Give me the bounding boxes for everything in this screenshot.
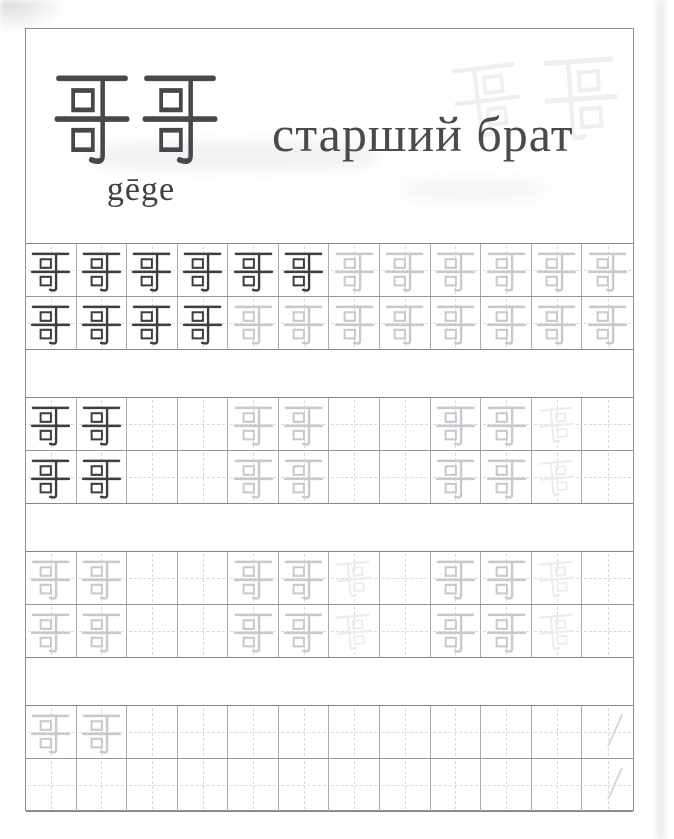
grid-cell-empty [178, 552, 229, 604]
practice-character [333, 301, 376, 346]
grid-cell-empty [532, 759, 583, 811]
practice-row [26, 605, 633, 657]
practice-character [80, 402, 123, 447]
practice-row [26, 706, 633, 759]
grid-cell-empty [380, 759, 431, 811]
practice-character [29, 248, 72, 293]
practice-block [26, 551, 633, 658]
grid-cell-light [380, 297, 431, 349]
practice-character [586, 248, 629, 293]
grid-cell-light [279, 451, 330, 503]
stray-mark [607, 714, 623, 747]
grid-cell-light [26, 552, 77, 604]
grid-cell-light [228, 552, 279, 604]
hanzi-glyph-2 [139, 65, 221, 167]
practice-character [282, 248, 325, 293]
practice-character [383, 301, 426, 346]
page-edge-shadow [652, 0, 668, 839]
practice-block [26, 705, 633, 812]
grid-cell-empty [380, 605, 431, 657]
grid-cell-empty [178, 706, 229, 758]
grid-cell-light [431, 297, 482, 349]
practice-character [333, 248, 376, 293]
grid-cell-dark [77, 244, 128, 296]
grid-cell-empty [380, 398, 431, 450]
stray-mark [607, 767, 623, 800]
grid-cell-dark [127, 244, 178, 296]
grid-cell-ghost [329, 605, 380, 657]
grid-cell-empty [228, 706, 279, 758]
grid-cell-light [77, 706, 128, 758]
grid-cell-light [481, 451, 532, 503]
grid-cell-empty [532, 706, 583, 758]
practice-character [181, 301, 224, 346]
page-frame [25, 28, 634, 811]
practice-character [383, 248, 426, 293]
grid-cell-empty [178, 759, 229, 811]
grid-cell-dark [178, 297, 229, 349]
grid-cell-empty [178, 398, 229, 450]
grid-cell-light [77, 605, 128, 657]
grid-cell-light [228, 297, 279, 349]
practice-character [485, 556, 528, 601]
grid-cell-light [431, 451, 482, 503]
block-spacer [26, 504, 633, 551]
grid-cell-light [582, 244, 633, 296]
grid-cell-empty [431, 759, 482, 811]
practice-character [434, 248, 477, 293]
grid-cell-light [329, 244, 380, 296]
pinyin-label: gēge [106, 171, 176, 208]
grid-cell-empty [127, 605, 178, 657]
grid-cell-dark [178, 244, 229, 296]
grid-cell-ghost [532, 451, 583, 503]
practice-block [26, 243, 633, 350]
grid-cell-light [431, 552, 482, 604]
grid-cell-light [431, 244, 482, 296]
grid-cell-dark [26, 398, 77, 450]
block-spacer [26, 350, 633, 397]
practice-row [26, 244, 633, 297]
practice-row [26, 451, 633, 503]
hanzi-glyph-1 [51, 65, 133, 167]
grid-cell-empty [329, 451, 380, 503]
practice-character [80, 609, 123, 654]
grid-cell-light [228, 605, 279, 657]
practice-character [535, 248, 578, 293]
grid-cell-light [532, 244, 583, 296]
grid-cell-empty [178, 451, 229, 503]
grid-cell-dark [77, 297, 128, 349]
practice-character [80, 301, 123, 346]
grid-cell-empty [228, 759, 279, 811]
practice-character [29, 609, 72, 654]
practice-character [29, 556, 72, 601]
grid-cell-light [431, 398, 482, 450]
grid-cell-light [582, 297, 633, 349]
grid-cell-empty [329, 759, 380, 811]
practice-character [586, 301, 629, 346]
grid-cell-light [431, 605, 482, 657]
grid-cell-ghost [532, 605, 583, 657]
practice-character [29, 402, 72, 447]
practice-character [80, 556, 123, 601]
grid-cell-empty [127, 552, 178, 604]
translation-label: старший брат [272, 106, 574, 162]
grid-cell-empty [380, 552, 431, 604]
practice-character [334, 556, 375, 599]
practice-row [26, 297, 633, 349]
practice-character [434, 609, 477, 654]
practice-character [232, 301, 275, 346]
practice-character [434, 455, 477, 500]
grid-cell-light [380, 244, 431, 296]
practice-character [80, 455, 123, 500]
grid-cell-empty [127, 706, 178, 758]
grid-cell-empty [178, 605, 229, 657]
practice-character [282, 402, 325, 447]
practice-character [282, 609, 325, 654]
grid-cell-light [481, 297, 532, 349]
grid-cell-light [279, 398, 330, 450]
grid-cell-light [26, 706, 77, 758]
grid-cell-empty [329, 398, 380, 450]
practice-character [181, 248, 224, 293]
grid-cell-empty [582, 605, 633, 657]
practice-character [29, 710, 72, 755]
grid-cell-empty [26, 759, 77, 811]
grid-cell-light [481, 244, 532, 296]
practice-block [26, 397, 633, 504]
practice-character [485, 248, 528, 293]
grid-cell-empty [481, 706, 532, 758]
grid-cell-dark [279, 244, 330, 296]
practice-character [80, 710, 123, 755]
practice-character [130, 301, 173, 346]
grid-cell-empty [380, 706, 431, 758]
grid-cell-ghost [532, 552, 583, 604]
grid-cell-dark [26, 297, 77, 349]
grid-cell-light [279, 297, 330, 349]
practice-character [282, 301, 325, 346]
practice-character [282, 556, 325, 601]
practice-character [434, 402, 477, 447]
practice-character [282, 455, 325, 500]
practice-character [434, 301, 477, 346]
grid-cell-light [481, 398, 532, 450]
grid-cell-ghost [329, 552, 380, 604]
bleed-through-smudge [398, 179, 548, 201]
grid-cell-empty [431, 706, 482, 758]
grid-cell-dark [77, 398, 128, 450]
grid-cell-light [26, 605, 77, 657]
practice-character [485, 455, 528, 500]
grid-cell-empty [77, 759, 128, 811]
practice-character [485, 402, 528, 447]
grid-cell-light [228, 451, 279, 503]
hanzi-headword [51, 65, 221, 167]
practice-character [130, 248, 173, 293]
practice-character [232, 609, 275, 654]
grid-cell-mark [582, 759, 633, 811]
practice-character [232, 248, 275, 293]
grid-cell-empty [279, 759, 330, 811]
practice-character [334, 609, 375, 652]
practice-row [26, 759, 633, 811]
grid-cell-light [329, 297, 380, 349]
practice-character [536, 402, 577, 445]
practice-character [485, 609, 528, 654]
practice-character [80, 248, 123, 293]
grid-cell-empty [279, 706, 330, 758]
grid-cell-light [532, 297, 583, 349]
grid-cell-dark [26, 244, 77, 296]
practice-row [26, 398, 633, 451]
grid-cell-light [77, 552, 128, 604]
grid-cell-light [279, 605, 330, 657]
practice-character [485, 301, 528, 346]
grid-cell-empty [329, 706, 380, 758]
practice-character [29, 455, 72, 500]
practice-character [535, 301, 578, 346]
grid-cell-ghost [532, 398, 583, 450]
grid-cell-empty [582, 398, 633, 450]
practice-character [536, 556, 577, 599]
grid-cell-empty [127, 759, 178, 811]
grid-cell-empty [481, 759, 532, 811]
grid-cell-dark [77, 451, 128, 503]
practice-character [232, 556, 275, 601]
grid-cell-light [279, 552, 330, 604]
grid-cell-dark [26, 451, 77, 503]
grid-cell-mark [582, 706, 633, 758]
practice-character [434, 556, 477, 601]
grid-cell-light [481, 552, 532, 604]
grid-cell-empty [380, 451, 431, 503]
grid-cell-empty [127, 451, 178, 503]
grid-cell-dark [127, 297, 178, 349]
practice-character [536, 455, 577, 498]
grid-cell-light [228, 398, 279, 450]
practice-character [29, 301, 72, 346]
grid-cell-dark [228, 244, 279, 296]
practice-row [26, 552, 633, 605]
grid-cell-empty [127, 398, 178, 450]
practice-character [232, 455, 275, 500]
practice-character [232, 402, 275, 447]
header [26, 29, 633, 243]
grid-cell-empty [582, 451, 633, 503]
block-spacer [26, 658, 633, 705]
practice-character [536, 609, 577, 652]
grid-cell-empty [582, 552, 633, 604]
grid-cell-light [481, 605, 532, 657]
